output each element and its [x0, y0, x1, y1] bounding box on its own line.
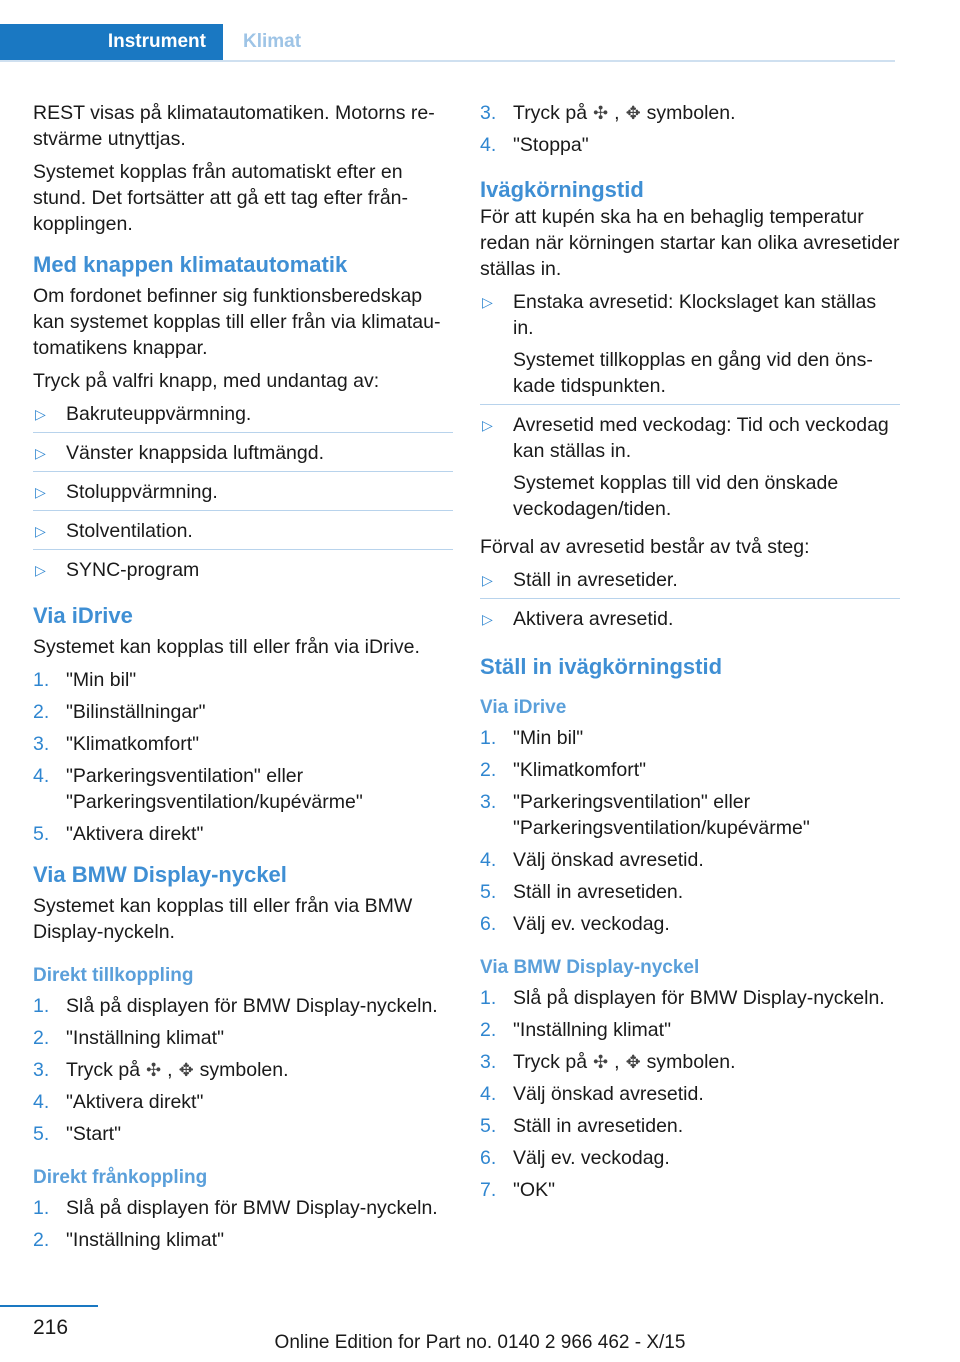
list-item: 4. Välj önskad avresetid.	[480, 1083, 704, 1105]
paragraph-knappen: Om fordonet befinner sig funktionsberedskap kan systemet kopplas till eller från via klimatautomatikens knappar.	[33, 285, 441, 359]
paragraph-rest: REST visas på klimatautomatiken. Motorns restvärme utnyttjas.	[33, 102, 435, 150]
list-item: 4. "Parkeringsventilation" eller "Parkeringsventilation/kupévärme"	[33, 765, 363, 813]
triangle-bullet-icon: ▷	[35, 445, 46, 461]
heading-via-display-key: Via BMW Display-nyckel	[33, 862, 287, 887]
triangle-bullet-icon: ▷	[482, 417, 493, 433]
list-item: ▷ Stolventilation.	[33, 518, 453, 550]
list-item: 3. "Parkeringsventilation" eller "Parkeringsventilation/kupévärme"	[480, 791, 810, 839]
idrive-steps	[33, 667, 453, 847]
list-item: 7. "OK"	[480, 1179, 556, 1201]
idrive-steps-right	[480, 725, 900, 937]
list-item: 2. "Inställning klimat"	[33, 1229, 224, 1251]
tillkoppling-steps	[33, 993, 453, 1147]
heading-direkt-frankoppling: Direkt frånkoppling	[33, 1167, 208, 1188]
list-item: 6. Välj ev. veckodag.	[480, 913, 670, 935]
list-item: ▷ Ställ in avresetider.	[480, 567, 900, 599]
fan-icon: ✣	[593, 1052, 609, 1072]
paragraph-auto-off: Systemet kopplas från automatiskt efter en stund. Det fortsätter att gå ett tag efter frånkopplingen.	[33, 161, 409, 235]
forval-steps	[480, 567, 900, 637]
paragraph-tryck-valfri: Tryck på valfri knapp, med undantag av:	[33, 370, 380, 392]
exception-list	[33, 401, 453, 588]
list-item: 2. "Inställning klimat"	[33, 1027, 224, 1049]
fan-slash-icon: ✥	[178, 1060, 194, 1080]
triangle-bullet-icon: ▷	[35, 484, 46, 500]
header-divider	[0, 60, 895, 62]
heading-direkt-tillkoppling: Direkt tillkoppling	[33, 965, 194, 986]
tab-klimat[interactable]: Klimat	[243, 31, 302, 52]
list-item: 1. "Min bil"	[480, 727, 584, 749]
list-item: 5. "Start"	[33, 1123, 122, 1145]
list-item: ▷ Stoluppvärmning.	[33, 479, 453, 511]
triangle-bullet-icon: ▷	[482, 572, 493, 588]
list-item: 4. "Aktivera direkt"	[33, 1091, 204, 1113]
list-item: 3. "Klimatkomfort"	[33, 733, 200, 755]
chapter-header	[0, 24, 895, 62]
list-item: 2. "Bilinställningar"	[33, 701, 206, 723]
triangle-bullet-icon: ▷	[35, 523, 46, 539]
avresetid-types	[480, 289, 900, 527]
list-item: 3. Tryck på ✣ , ✥ symbolen.	[33, 1059, 289, 1081]
list-item: 5. "Aktivera direkt"	[33, 823, 204, 845]
list-item: 1. "Min bil"	[33, 669, 137, 691]
continued-steps	[480, 100, 900, 158]
list-item: 4. Välj önskad avresetid.	[480, 849, 704, 871]
list-item: 1. Slå på displayen för BMW Display-nyckeln.	[480, 987, 885, 1009]
list-item: ▷ Vänster knappsida luftmängd.	[33, 440, 453, 472]
list-item: 3. Tryck på ✣ , ✥ symbolen.	[480, 1051, 736, 1073]
list-item: 5. Ställ in avresetiden.	[480, 881, 684, 903]
triangle-bullet-icon: ▷	[482, 611, 493, 627]
list-item: 1. Slå på displayen för BMW Display-nyckeln.	[33, 1197, 438, 1219]
left-column	[33, 100, 453, 1259]
list-item: 2. "Klimatkomfort"	[480, 759, 647, 781]
paragraph-ivag: För att kupén ska ha en behaglig temperatur redan när körningen startar kan olika avresetider ställas in.	[480, 206, 900, 280]
heading-via-display-key: Via BMW Display-nyckel	[480, 957, 700, 978]
heading-ivagkorningstid: Ivägkörningstid	[480, 177, 644, 202]
list-item: 6. Välj ev. veckodag.	[480, 1147, 670, 1169]
fan-slash-icon: ✥	[625, 1052, 641, 1072]
list-item: ▷ SYNC-program	[35, 559, 200, 581]
frankoppling-steps	[33, 1195, 453, 1253]
fan-icon: ✣	[593, 103, 609, 123]
paragraph-idrive: Systemet kan kopplas till eller från via iDrive.	[33, 636, 420, 658]
fan-slash-icon: ✥	[625, 103, 641, 123]
tab-instrument[interactable]: Instrument	[0, 24, 223, 60]
display-key-steps	[480, 985, 900, 1203]
heading-via-idrive: Via iDrive	[33, 603, 133, 628]
list-item: ▷ Aktivera avresetid.	[482, 608, 674, 630]
triangle-bullet-icon: ▷	[35, 406, 46, 422]
list-item: ▷ Avresetid med veckodag: Tid och veckodag kan ställas in. Systemet kopplas till vid den önskade veckodagen/tiden.	[482, 414, 889, 520]
fan-icon: ✣	[146, 1060, 162, 1080]
list-item: 2. "Inställning klimat"	[480, 1019, 671, 1041]
right-column	[480, 100, 900, 1209]
triangle-bullet-icon: ▷	[482, 294, 493, 310]
edition-note: Online Edition for Part no. 0140 2 966 462 - X/15	[274, 1332, 686, 1353]
footer-divider	[0, 1305, 98, 1307]
list-item: 3. Tryck på ✣ , ✥ symbolen.	[480, 102, 736, 124]
list-item: 5. Ställ in avresetiden.	[480, 1115, 684, 1137]
page-number: 216	[33, 1316, 69, 1339]
list-item: ▷ Bakruteuppvärmning.	[33, 401, 453, 433]
paragraph-display-key: Systemet kan kopplas till eller från via BMW Display-nyckeln.	[33, 895, 413, 943]
paragraph-forval: Förval av avresetid består av två steg:	[480, 536, 810, 558]
triangle-bullet-icon: ▷	[35, 562, 46, 578]
list-item: 4. "Stoppa"	[480, 134, 589, 156]
heading-via-idrive: Via iDrive	[480, 697, 567, 718]
list-item: 1. Slå på displayen för BMW Display-nyckeln.	[33, 995, 438, 1017]
heading-knappen: Med knappen klimatautomatik	[33, 252, 348, 277]
list-item: ▷ Enstaka avresetid: Klockslaget kan ställas in. Systemet tillkopplas en gång vid den önskade tidspunkten.	[480, 289, 900, 405]
heading-stall-in: Ställ in ivägkörningstid	[480, 654, 723, 679]
